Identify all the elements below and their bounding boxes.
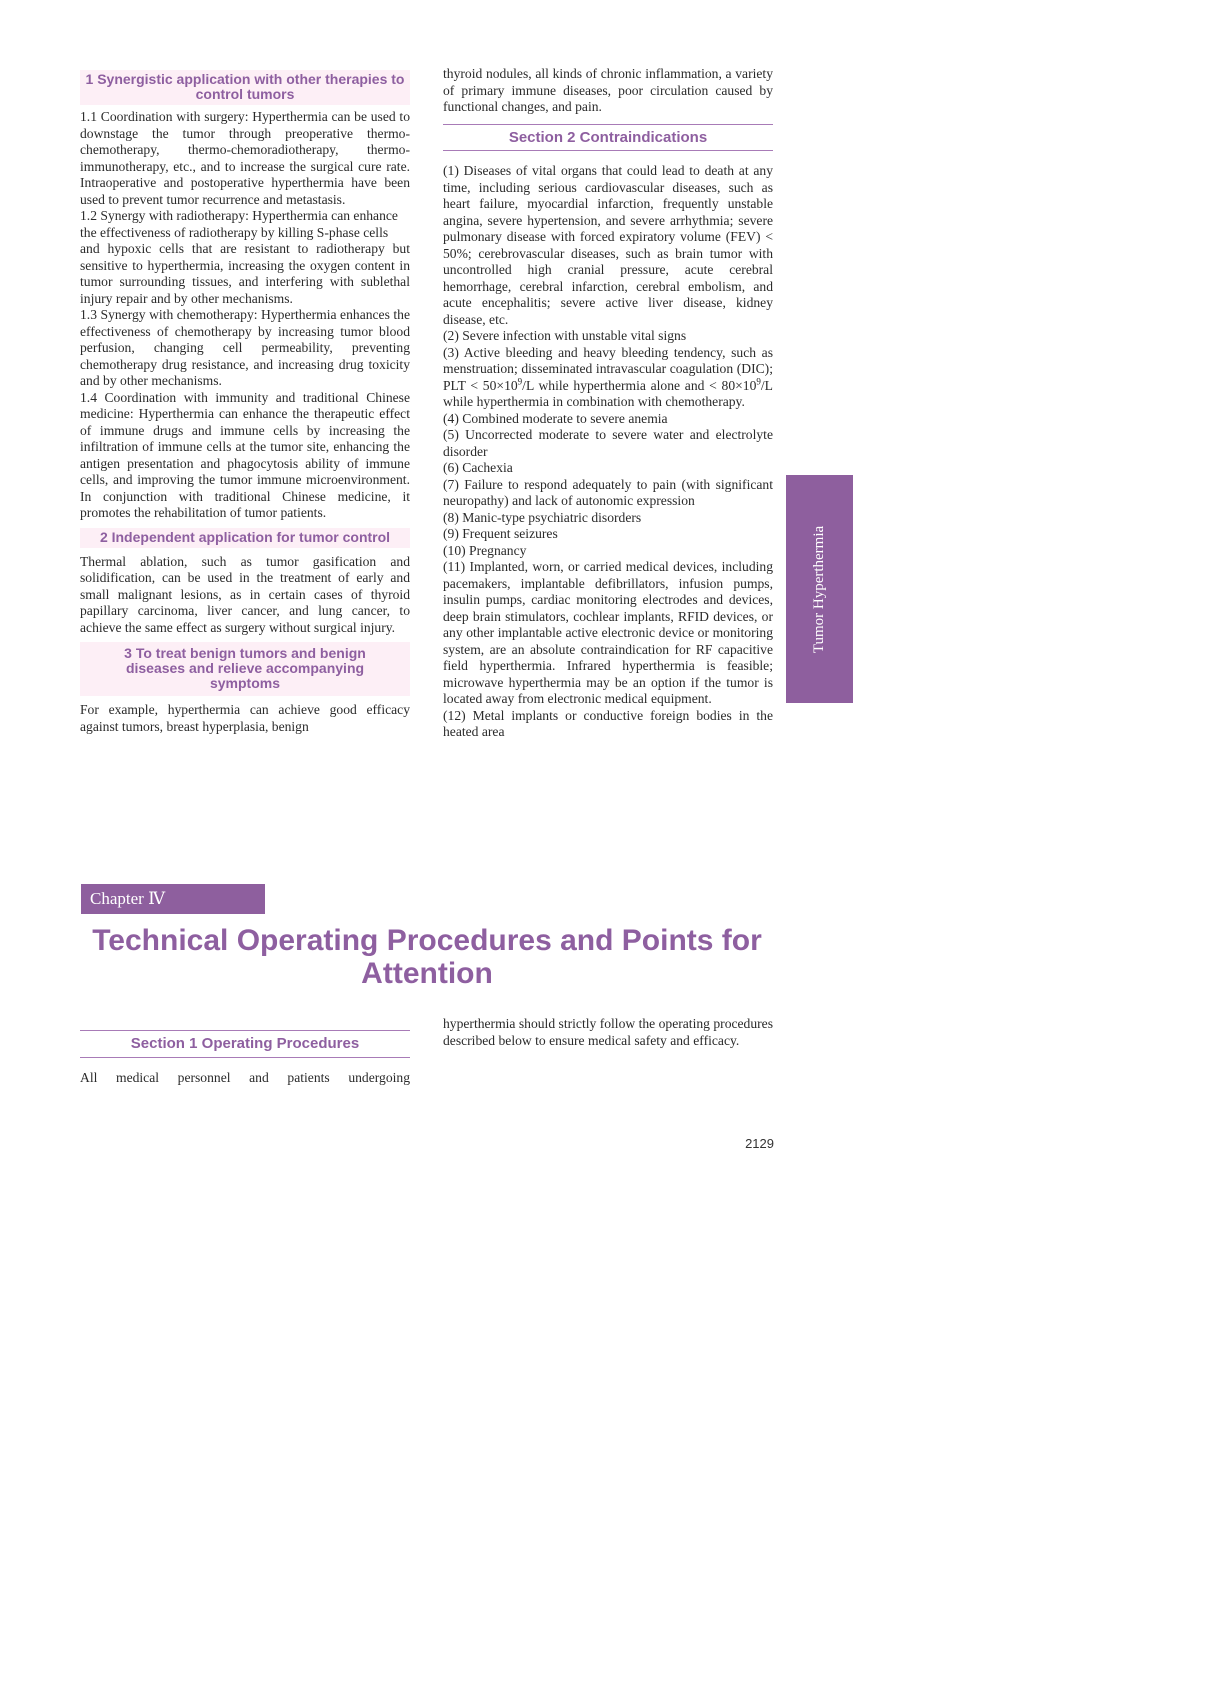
contraindication-item: (6) Cachexia <box>443 460 513 475</box>
paragraph-continuation: thyroid nodules, all kinds of chronic inflammation, a variety of primary immune diseases, poor circulation caused by functional changes, and pain. <box>443 66 773 114</box>
item3-part2: /L while hyperthermia alone and < 80×10 <box>522 377 757 393</box>
item3-part1: (3) Active bleeding and heavy bleeding tendency, such as menstruation; disseminated intravascular coagulation (DIC); PLT < 50×10 <box>443 344 773 393</box>
item3-sup2: 9 <box>756 375 761 386</box>
paragraph-1-4: 1.4 Coordination with immunity and traditional Chinese medicine: Hyperthermia can enhance the therapeutic effect of immune drugs and immune cells by increasing the infiltration of immune cells at the tumor site, enhancing the antigen presentation and phagocytosis ability of immune cells, and improving the tumor immune microenvironment. In conjunction with traditional Chinese medicine, it promotes the rehabilitation of tumor patients. <box>80 389 410 520</box>
paragraph-1-2b: and hypoxic cells that are resistant to radiotherapy but sensitive to hyperthermia, increasing the oxygen content in tumor surrounding tissues, and interfering with sublethal injury repair and by other mechanisms. <box>80 241 410 306</box>
section-1-right <box>443 1016 773 1049</box>
section-1-heading: Section 1 Operating Procedures <box>80 1030 410 1058</box>
subheading-benign: 3 To treat benign tumors and benign diseases and relieve accompanying symptoms <box>80 642 410 696</box>
contraindication-item: (12) Metal implants or conductive foreign bodies in the heated area <box>443 707 773 739</box>
contraindication-item: (2) Severe infection with unstable vital signs <box>443 328 687 343</box>
side-tab <box>786 475 853 703</box>
page-number: 2129 <box>745 1136 774 1151</box>
item3-sup1: 9 <box>517 375 523 386</box>
contraindication-item: (1) Diseases of vital organs that could lead to death at any time, including serious cardiovascular diseases, such as heart failure, myocardial infarction, frequently unstable angina, severe hypertension, and severe arrhythmia; severe pulmonary disease with forced expiratory volume (FEV) < 50%; cerebrovascular diseases, such as brain tumor with uncontrolled high cranial pressure, acute cerebral hemorrhage, cerebral infarction, cerebral embolism, and acute encephalitis; severe active liver disease, kidney disease, etc. <box>443 163 773 327</box>
contraindication-item-3 <box>443 345 773 411</box>
left-column <box>80 66 410 735</box>
paragraph-1-1: 1.1 Coordination with surgery: Hyperthermia can be used to downstage the tumor through preoperative thermo-chemotherapy, thermo-chemoradiotherapy, thermo-immunotherapy, etc., and to increase the surgical cure rate. Intraoperative and postoperative hyperthermia have been used to prevent tumor recurrence and metastasis. <box>80 109 410 207</box>
contraindication-item: (4) Combined moderate to severe anemia <box>443 410 668 426</box>
section-2-heading: Section 2 Contraindications <box>443 124 773 152</box>
section-1-paragraph-right: hyperthermia should strictly follow the operating procedures described below to ensure medical safety and efficacy. <box>443 1016 773 1048</box>
paragraph-1-3: 1.3 Synergy with chemotherapy: Hyperthermia enhances the effectiveness of chemotherapy by increasing tumor blood perfusion, changing cell permeability, preventing chemotherapy drug resistance, and increasing drug toxicity and by other mechanisms. <box>80 307 410 388</box>
paragraph-2: Thermal ablation, such as tumor gasification and solidification, can be used in the treatment of early and small malignant lesions, as in certain cases of thyroid papillary carcinoma, liver cancer, and lung cancer, to achieve the same effect as surgery without surgical injury. <box>80 553 410 635</box>
subheading-synergistic: 1 Synergistic application with other therapies to control tumors <box>80 70 410 105</box>
section-1-left <box>80 1022 410 1086</box>
contraindication-item: (5) Uncorrected moderate to severe water and electrolyte disorder <box>443 427 773 459</box>
item3-part3: /L while hyperthermia in combination with chemotherapy. <box>443 377 773 409</box>
contraindication-item: (9) Frequent seizures <box>443 526 558 541</box>
right-column <box>443 66 773 741</box>
subheading-independent: 2 Independent application for tumor control <box>80 528 410 548</box>
section-1-paragraph-left: All medical personnel and patients undergoing <box>80 1069 410 1085</box>
chapter-title: Technical Operating Procedures and Points for Attention <box>92 924 762 990</box>
contraindication-item: (7) Failure to respond adequately to pain (with significant neuropathy) and lack of autonomic expression <box>443 476 773 508</box>
chapter-label: Chapter Ⅳ <box>81 884 265 914</box>
contraindication-item: (10) Pregnancy <box>443 542 527 558</box>
contraindication-item: (11) Implanted, worn, or carried medical devices, including pacemakers, implantable defibrillators, infusion pumps, insulin pumps, cardiac monitoring electrodes and devices, deep brain stimulators, cochlear implants, RFID devices, or any other implantable active electronic device or monitoring system, are an absolute contraindication for RF capacitive field hyperthermia. Infrared hyperthermia is feasible; microwave hyperthermia may be an option if the tumor is located away from electronic medical equipment. <box>443 559 773 706</box>
contraindication-item: (8) Manic-type psychiatric disorders <box>443 509 642 525</box>
paragraph-1-2a: 1.2 Synergy with radiotherapy: Hyperthermia can enhance the effectiveness of radiotherapy by killing S-phase cells <box>80 208 398 240</box>
paragraph-3: For example, hyperthermia can achieve good efficacy against tumors, breast hyperplasia, benign <box>80 702 410 734</box>
side-tab-label: Tumor Hyperthermia <box>811 525 828 653</box>
